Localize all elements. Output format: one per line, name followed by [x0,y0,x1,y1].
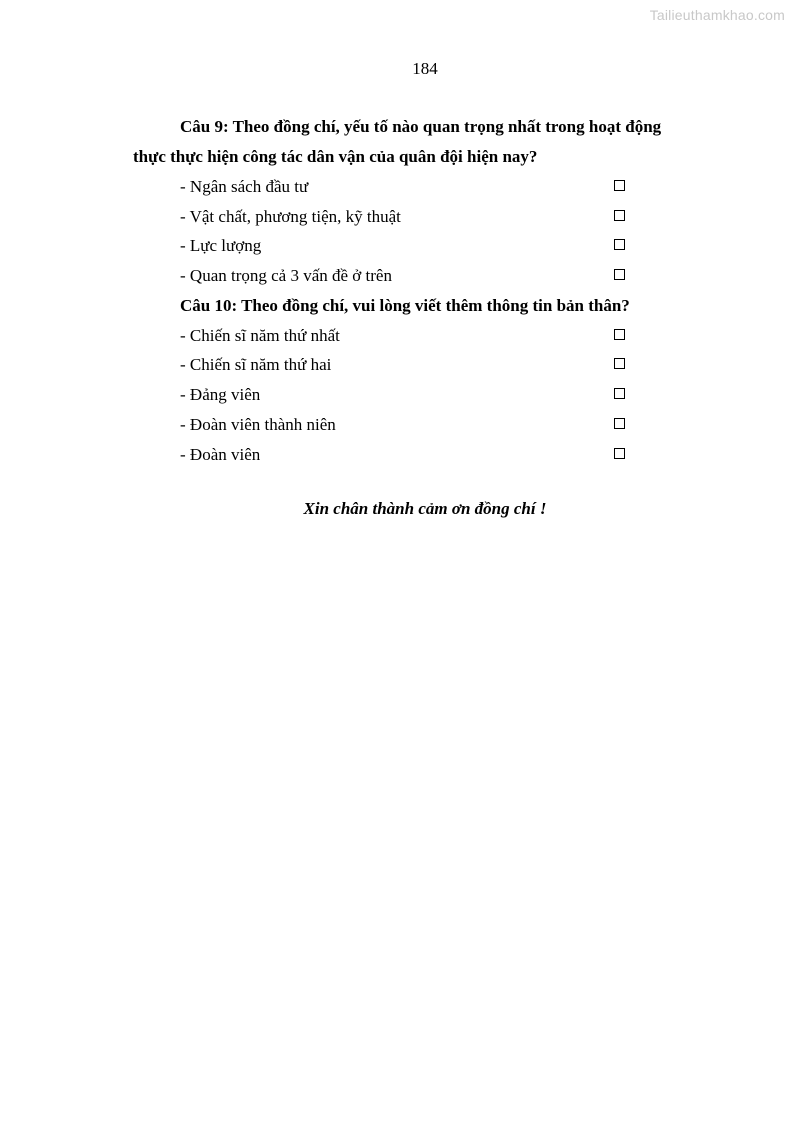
q10-option-2 [133,350,723,380]
q10-option-5-label: - Đoàn viên [180,444,261,464]
q10-option-4 [133,410,723,440]
q9-option-1 [133,172,723,202]
watermark: Tailieuthamkhao.com [649,7,785,23]
checkbox[interactable] [614,269,625,280]
question-9-line-1: Câu 9: Theo đồng chí, yếu tố nào quan trọng nhất trong hoạt động [180,117,662,136]
closing-text: Xin chân thành cảm ơn đồng chí ! [303,499,547,518]
q10-option-2-label: - Chiến sĩ năm thứ hai [180,355,332,375]
question-9 [133,112,723,172]
q10-option-3-label: - Đảng viên [180,385,261,405]
question-9-line-2: thực thực hiện công tác dân vận của quân đội hiện nay? [133,147,538,166]
q9-option-4 [133,261,723,291]
q10-option-3 [133,380,723,410]
survey-content [133,112,723,469]
checkbox[interactable] [614,448,625,459]
q10-option-4-label: - Đoàn viên thành niên [180,414,336,434]
checkbox[interactable] [614,358,625,369]
question-10-title: Câu 10: Theo đồng chí, vui lòng viết thêm thông tin bản thân? [180,295,630,315]
q10-option-1-label: - Chiến sĩ năm thứ nhất [180,325,340,345]
q10-option-1 [133,321,723,351]
q9-option-3-label: - Lực lượng [180,236,262,256]
q9-option-4-label: - Quan trọng cả 3 vấn đề ở trên [180,266,392,286]
checkbox[interactable] [614,180,625,191]
q9-option-2-label: - Vật chất, phương tiện, kỹ thuật [180,206,401,226]
q9-option-1-label: - Ngân sách đầu tư [180,177,309,196]
q9-option-2 [133,202,723,232]
q9-option-3 [133,231,723,261]
checkbox[interactable] [614,418,625,429]
page-number: 184 [412,59,438,78]
q10-option-5 [133,440,723,470]
checkbox[interactable] [614,388,625,399]
checkbox[interactable] [614,239,625,250]
checkbox[interactable] [614,329,625,340]
checkbox[interactable] [614,210,625,221]
